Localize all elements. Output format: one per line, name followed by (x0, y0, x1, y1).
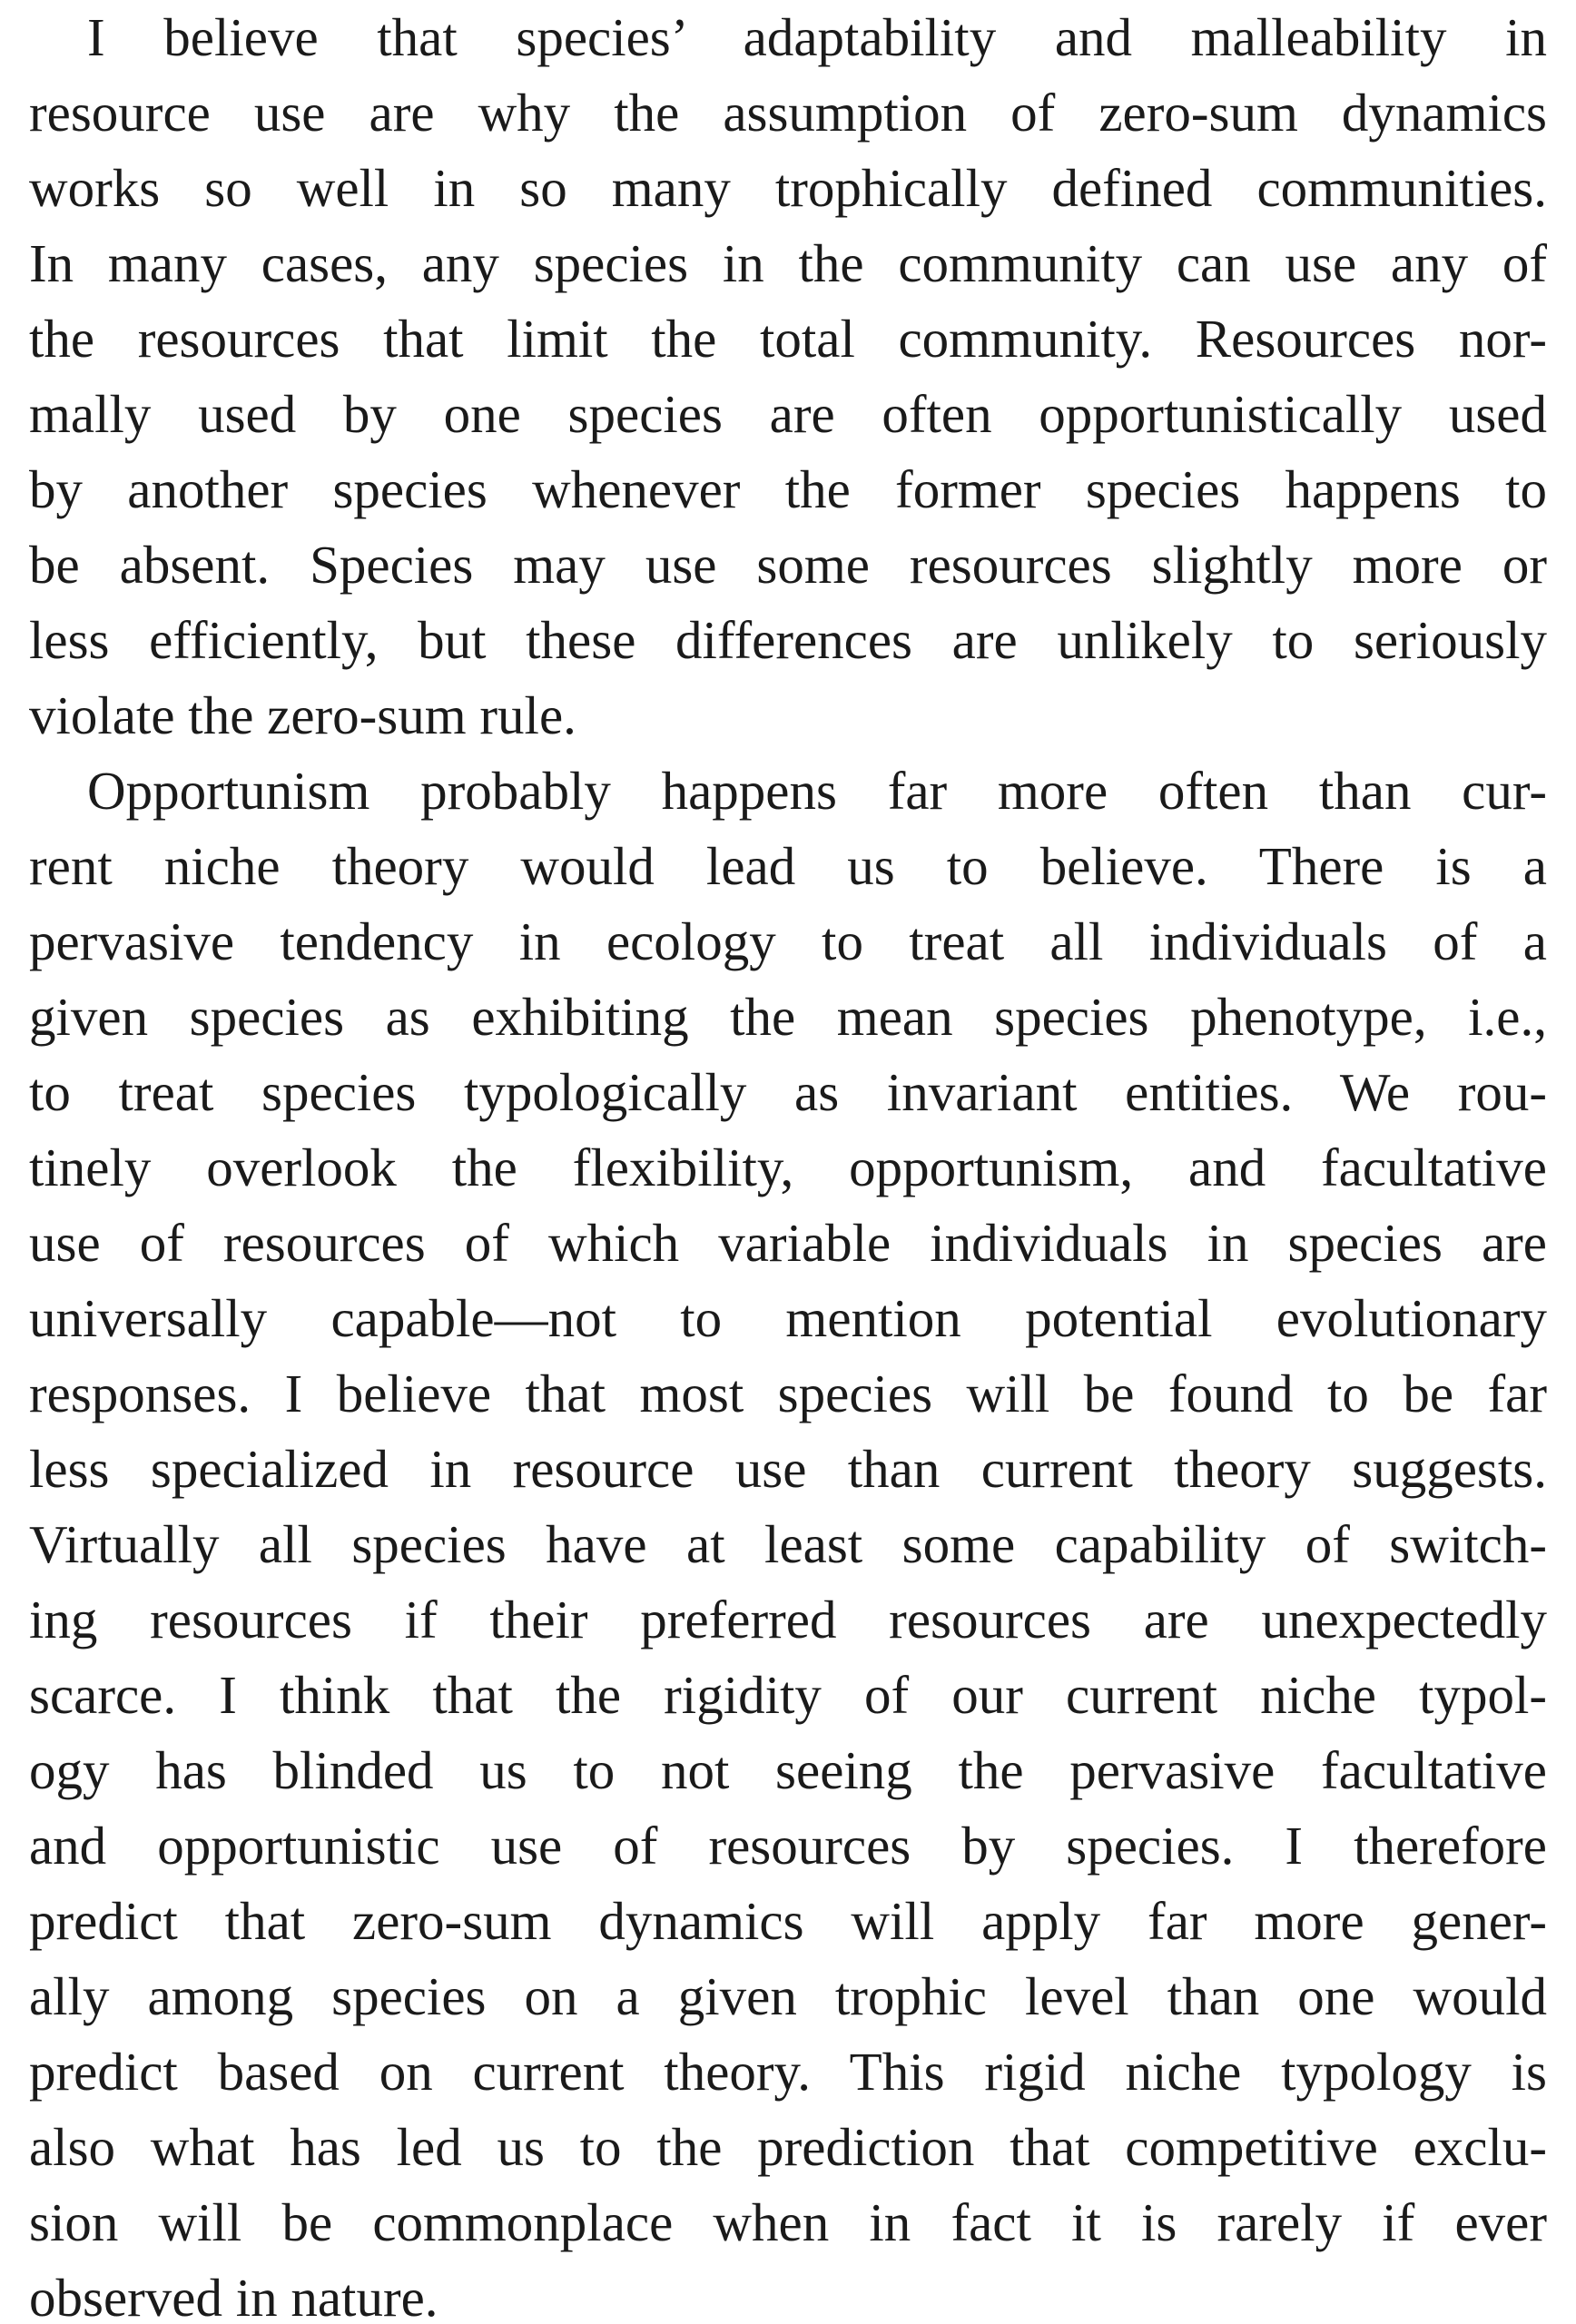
text-line: rent niche theory would lead us to believe. There is a (29, 836, 1547, 896)
text-line: violate the zero-sum rule. (29, 685, 576, 745)
text-line: In many cases, any species in the community can use any of (29, 233, 1547, 293)
paragraph-2 (29, 753, 1547, 2324)
text-line: resource use are why the assumption of zero-sum dynamics (29, 83, 1547, 143)
text-line: pervasive tendency in ecology to treat all individuals of a (29, 911, 1547, 971)
text-line: scarce. I think that the rigidity of our current niche typol- (29, 1665, 1547, 1725)
text-line: by another species whenever the former species happens to (29, 459, 1547, 519)
text-line: ally among species on a given trophic level than one would (29, 1966, 1547, 2026)
text-line: Virtually all species have at least some capability of switch- (29, 1514, 1547, 1574)
text-line: sion will be commonplace when in fact it is rarely if ever (29, 2192, 1547, 2252)
text-line: observed in nature. (29, 2268, 438, 2324)
text-line: responses. I believe that most species will be found to be far (29, 1364, 1547, 1423)
paragraph-1 (29, 0, 1547, 753)
text-line: the resources that limit the total community. Resources nor- (29, 309, 1547, 369)
text-line: less efficiently, but these differences are unlikely to seriously (29, 610, 1547, 670)
text-line: works so well in so many trophically defined communities. (29, 158, 1547, 218)
text-line: ing resources if their preferred resources are unexpectedly (29, 1590, 1547, 1649)
text-line: predict that zero-sum dynamics will apply far more gener- (29, 1891, 1547, 1951)
document-page (29, 0, 1547, 2324)
text-line: also what has led us to the prediction that competitive exclu- (29, 2117, 1547, 2177)
text-line: Opportunism probably happens far more often than cur- (87, 761, 1547, 821)
text-line: mally used by one species are often opportunistically used (29, 384, 1547, 444)
text-line: be absent. Species may use some resources slightly more or (29, 535, 1547, 595)
text-line: and opportunistic use of resources by species. I therefore (29, 1816, 1547, 1876)
text-line: use of resources of which variable individuals in species are (29, 1213, 1547, 1273)
text-line: less specialized in resource use than current theory suggests. (29, 1439, 1547, 1499)
text-line: given species as exhibiting the mean species phenotype, i.e., (29, 987, 1547, 1047)
text-line: I believe that species’ adaptability and malleability in (87, 7, 1547, 67)
text-line: tinely overlook the flexibility, opportunism, and facultative (29, 1137, 1547, 1197)
text-line: predict based on current theory. This rigid niche typology is (29, 2042, 1547, 2102)
text-line: ogy has blinded us to not seeing the pervasive facultative (29, 1740, 1547, 1800)
text-line: universally capable—not to mention potential evolutionary (29, 1288, 1547, 1348)
text-line: to treat species typologically as invariant entities. We rou- (29, 1062, 1547, 1122)
